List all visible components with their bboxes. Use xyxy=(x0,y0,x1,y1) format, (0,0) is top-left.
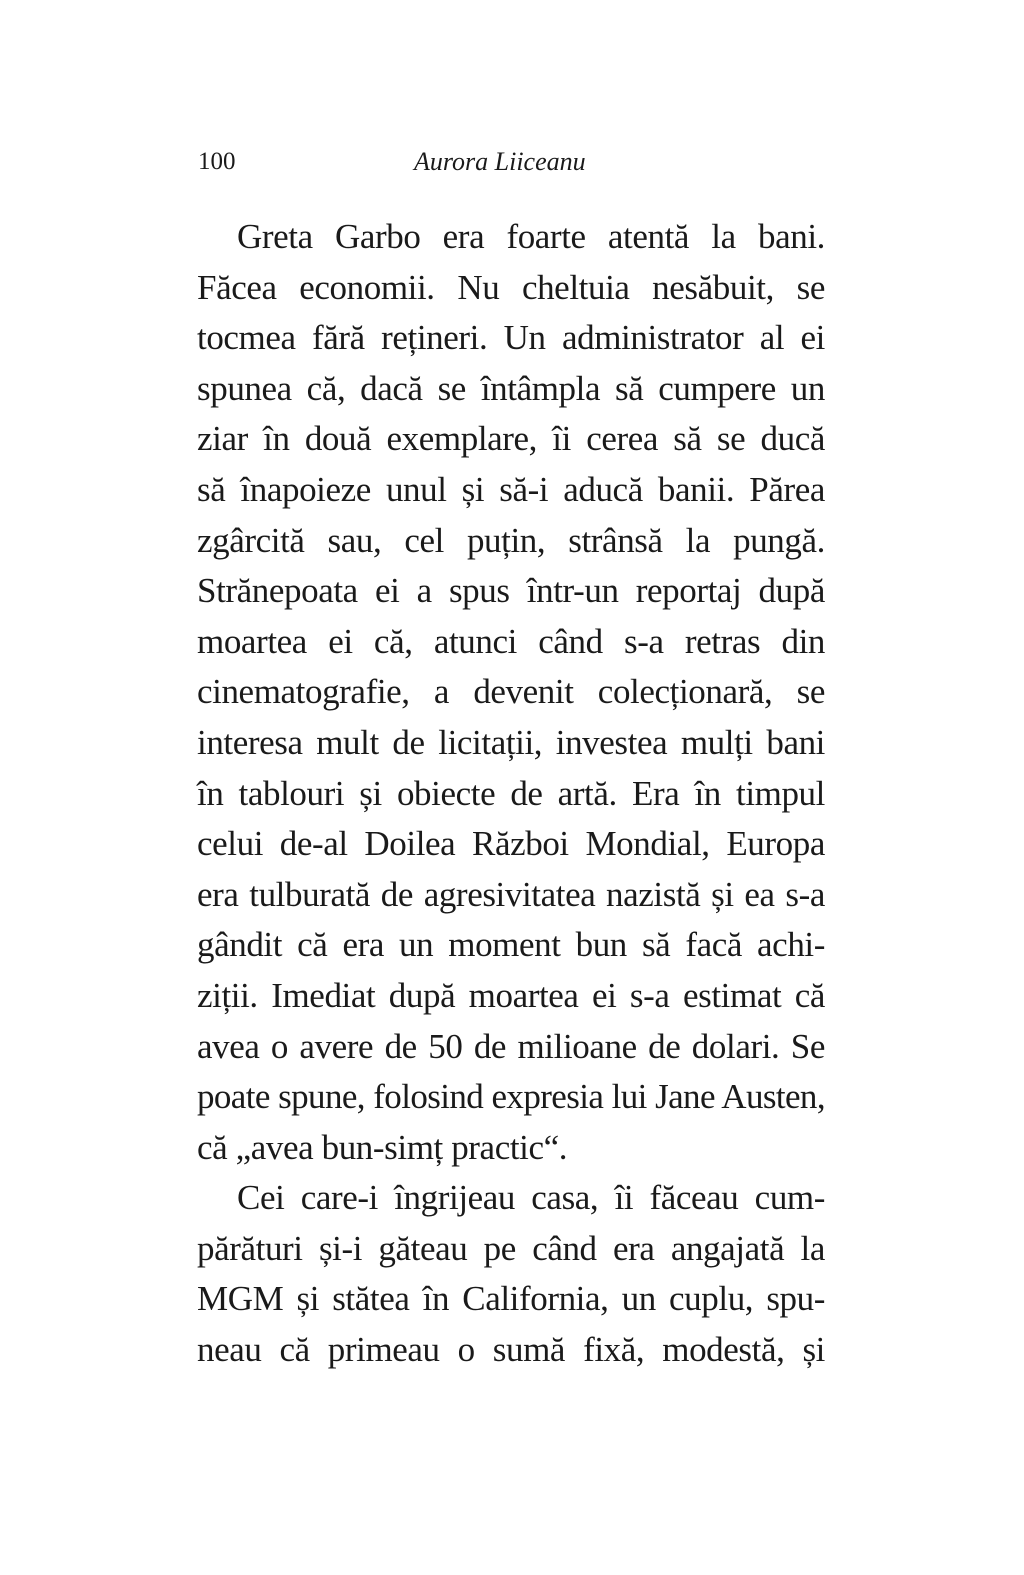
text-line-content: să înapoieze unul și să-i aducă banii. Părea xyxy=(197,469,825,509)
text-line xyxy=(197,414,825,465)
text-line xyxy=(197,566,825,617)
text-line-content: ziar în două exemplare, îi cerea să se ducă xyxy=(197,419,825,459)
paragraph xyxy=(197,1173,825,1375)
text-line xyxy=(197,1173,825,1224)
text-line-content: gândit că era un moment bun să facă achi- xyxy=(197,925,825,965)
text-line xyxy=(197,465,825,516)
text-line-content: MGM și stătea în California, un cuplu, spu- xyxy=(197,1279,825,1319)
text-line xyxy=(197,819,825,870)
text-line xyxy=(197,212,825,263)
text-line xyxy=(197,1325,825,1376)
text-line-content: ziții. Imediat după moartea ei s-a estimat că xyxy=(197,975,825,1015)
text-line-content: zgârcită sau, cel puțin, strânsă la pungă. xyxy=(197,520,825,560)
text-line-content: moartea ei că, atunci când s-a retras din xyxy=(197,621,825,661)
text-line-content: tocmea fără rețineri. Un administrator al ei xyxy=(197,318,825,358)
running-head-author: Aurora Liiceanu xyxy=(414,147,586,176)
text-line xyxy=(197,516,825,567)
text-line xyxy=(197,1022,825,1073)
paragraph xyxy=(197,212,825,1173)
text-line xyxy=(197,718,825,769)
text-line xyxy=(197,920,825,971)
text-line xyxy=(197,313,825,364)
text-line-content: spunea că, dacă se întâmpla să cumpere un xyxy=(197,368,825,408)
text-line xyxy=(197,1274,825,1325)
text-line-content: Strănepoata ei a spus într-un reportaj după xyxy=(197,571,825,611)
text-line xyxy=(197,1224,825,1275)
text-line-content: cinematografie, a devenit colecționară, se xyxy=(197,672,825,712)
text-line-content: poate spune, folosind expresia lui Jane Austen, xyxy=(197,1077,825,1117)
text-line xyxy=(197,364,825,415)
text-line-content: în tablouri și obiecte de artă. Era în timpul xyxy=(197,773,825,813)
text-line-content: Cei care-i îngrijeau casa, îi făceau cum- xyxy=(237,1178,825,1218)
text-line-content: celui de-al Doilea Război Mondial, Europa xyxy=(197,824,825,864)
text-line-content: neau că primeau o sumă fixă, modestă, și xyxy=(197,1330,825,1370)
text-line xyxy=(197,1072,825,1123)
text-line xyxy=(197,617,825,668)
text-line xyxy=(197,971,825,1022)
text-line-content: interesa mult de licitații, investea mulți bani xyxy=(197,722,825,762)
text-line-content: avea o avere de 50 de milioane de dolari. Se xyxy=(197,1026,825,1066)
text-line xyxy=(197,870,825,921)
running-head xyxy=(198,145,824,179)
text-line xyxy=(197,769,825,820)
text-line xyxy=(197,263,825,314)
text-line-content: Făcea economii. Nu cheltuia nesăbuit, se xyxy=(197,267,825,307)
text-line xyxy=(197,1123,825,1174)
text-line-content: că „avea bun-simț practic“. xyxy=(197,1127,568,1167)
text-line-content: părături și-i găteau pe când era angajată la xyxy=(197,1228,825,1268)
text-line xyxy=(197,667,825,718)
text-line-content: Greta Garbo era foarte atentă la bani. xyxy=(237,217,825,256)
text-line-content: era tulburată de agresivitatea nazistă și ea s-a xyxy=(197,874,825,914)
page-number: 100 xyxy=(198,148,236,175)
body-text xyxy=(197,212,825,1376)
